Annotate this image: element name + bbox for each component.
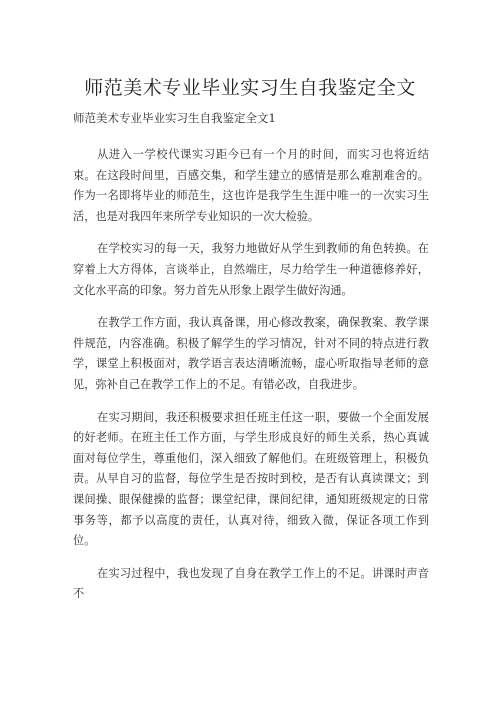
document-title: 师范美术专业毕业实习生自我鉴定全文	[84, 77, 416, 99]
paragraph: 从进入一学校代课实习距今已有一个月的时间，而实习也将近结束。在这段时间里，百感交集，和学生建立的感情是那么难割难舍的。作为一名即将毕业的师范生，这也许是我学生生涯中唯一的一次实习生活，也是对我四年来所学专业知识的一次大检验。	[73, 148, 429, 223]
paragraph: 在实习过程中，我也发现了自身在教学工作上的不足。讲课时声音不	[73, 566, 429, 601]
document-subtitle: 师范美术专业毕业实习生自我鉴定全文1	[73, 111, 276, 125]
paragraph: 在学校实习的每一天，我努力地做好从学生到教师的角色转换。在穿着上大方得体，言谈举止，自然端庄，尽力给学生一种道德修养好，文化水平高的印象。努力首先从形象上跟学生做好沟通。	[73, 242, 429, 297]
paragraph: 在教学工作方面，我认真备课，用心修改教案，确保教案、教学课件规范，内容准确。积极了解学生的学习情况，针对不同的特点进行教学，课堂上积极面对，教学语言表达清晰流畅，虚心听取指导老师的意见，弥补自己在教学工作上的不足。有错必改，自我进步。	[73, 316, 429, 391]
document-body	[73, 145, 429, 617]
paragraph: 在实习期间，我还积极要求担任班主任这一职，要做一个全面发展的好老师。在班主任工作方面，与学生形成良好的师生关系，热心真诚面对每位学生，尊重他们，深入细致了解他们。在班级管理上，积极负责。从早自习的监督，每位学生是否按时到校，是否有认真读课文；到课间操、眼保健操的监督；课堂纪律，课间纪律，通知班级规定的日常事务等，都予以高度的责任，认真对待，细致入微，保证各项工作到位。	[73, 410, 429, 548]
